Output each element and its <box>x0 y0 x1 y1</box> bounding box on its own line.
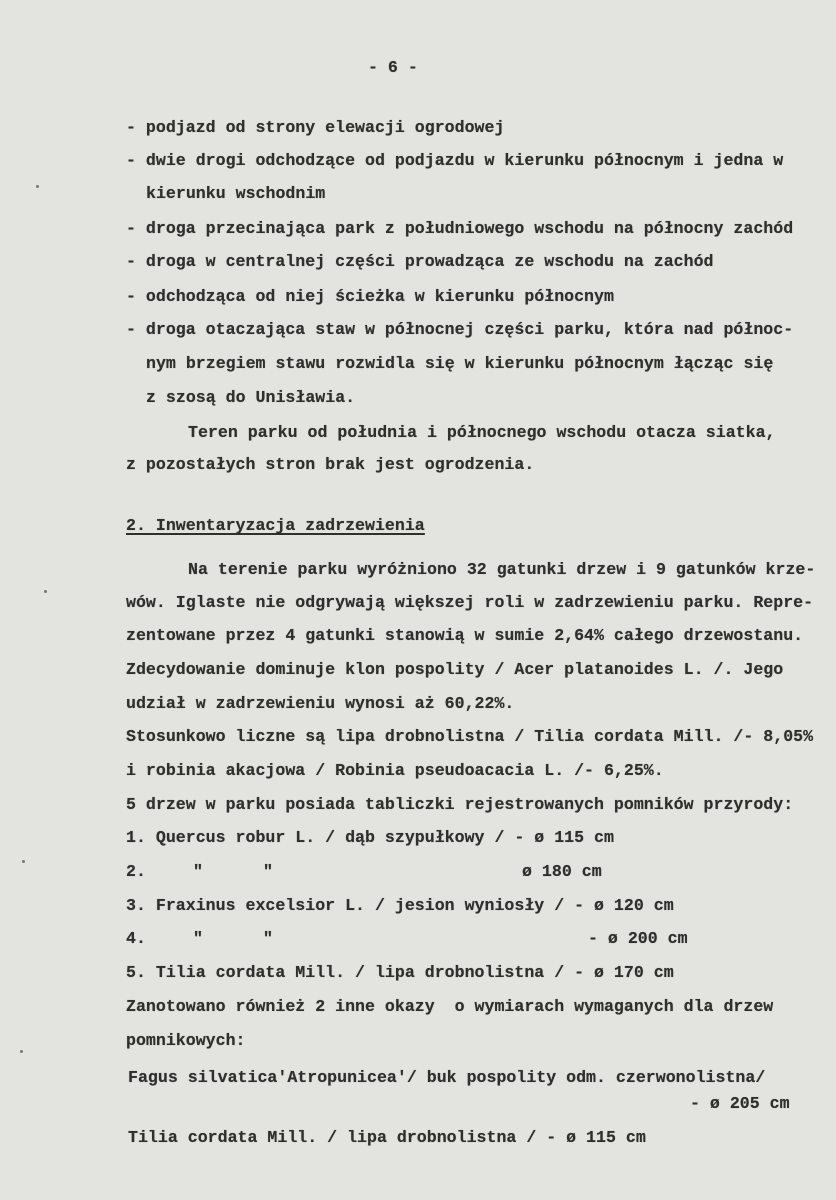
paragraph-line: Stosunkowo liczne są lipa drobnolistna / Tilia cordata Mill. /- 8,05% <box>126 727 814 746</box>
list-item: - dwie drogi odchodzące od podjazdu w kierunku północnym i jedna w <box>126 151 784 170</box>
monument-number: 2. <box>126 862 146 881</box>
specimen-item: Fagus silvatica'Atropunicea'/ buk pospolity odm. czerwonolistna/ <box>128 1068 766 1087</box>
monument-item: 5. Tilia cordata Mill. / lipa drobnolistna / - ø 170 cm <box>126 963 674 982</box>
paragraph-line: 5 drzew w parku posiada tabliczki rejestrowanych pomników przyrody: <box>126 795 794 814</box>
specimen-size: - ø 205 cm <box>690 1094 790 1113</box>
paragraph-line: Na terenie parku wyróżniono 32 gatunki drzew i 9 gatunków krze- <box>188 560 816 579</box>
ditto-mark: " <box>263 929 273 948</box>
list-item: - podjazd od strony elewacji ogrodowej <box>126 118 505 137</box>
paper-speck <box>44 590 47 593</box>
monument-size: - ø 200 cm <box>588 929 688 948</box>
paragraph-line: z pozostałych stron brak jest ogrodzenia. <box>126 455 535 474</box>
paragraph-line: wów. Iglaste nie odgrywają większej roli w zadrzewieniu parku. Repre- <box>126 593 814 612</box>
paragraph-line: zentowane przez 4 gatunki stanowią w sumie 2,64% całego drzewostanu. <box>126 626 804 645</box>
paper-speck <box>22 860 25 863</box>
list-item: - odchodząca od niej ścieżka w kierunku północnym <box>126 287 614 306</box>
list-item-continuation: z szosą do Unisławia. <box>146 388 356 407</box>
section-heading: 2. Inwentaryzacja zadrzewienia <box>126 516 425 535</box>
list-item-continuation: kierunku wschodnim <box>146 184 326 203</box>
ditto-mark: " <box>263 862 273 881</box>
list-item: - droga w centralnej części prowadząca ze wschodu na zachód <box>126 252 714 271</box>
paragraph-line: i robinia akacjowa / Robinia pseudoacacia L. /- 6,25%. <box>126 761 664 780</box>
ditto-mark: " <box>193 929 203 948</box>
list-item: - droga przecinająca park z południowego wschodu na północny zachód <box>126 219 794 238</box>
paragraph-line: Teren parku od południa i północnego wschodu otacza siatka, <box>188 423 776 442</box>
monument-size: ø 180 cm <box>522 862 602 881</box>
page-number: - 6 - <box>368 58 418 77</box>
paragraph-line: Zanotowano również 2 inne okazy o wymiarach wymaganych dla drzew <box>126 997 774 1016</box>
paper-speck <box>36 185 39 188</box>
paragraph-line: udział w zadrzewieniu wynosi aż 60,22%. <box>126 694 515 713</box>
paragraph-line: Zdecydowanie dominuje klon pospolity / Acer platanoides L. /. Jego <box>126 660 784 679</box>
monument-number: 4. <box>126 929 146 948</box>
monument-item: 3. Fraxinus excelsior L. / jesion wyniosły / - ø 120 cm <box>126 896 674 915</box>
paper-speck <box>20 1050 23 1053</box>
list-item: - droga otaczająca staw w północnej części parku, która nad północ- <box>126 320 794 339</box>
paragraph-line: pomnikowych: <box>126 1031 246 1050</box>
monument-item: 1. Quercus robur L. / dąb szypułkowy / - ø 115 cm <box>126 828 614 847</box>
ditto-mark: " <box>193 862 203 881</box>
list-item-continuation: nym brzegiem stawu rozwidla się w kierunku północnym łącząc się <box>146 354 774 373</box>
specimen-item: Tilia cordata Mill. / lipa drobnolistna / - ø 115 cm <box>128 1128 646 1147</box>
